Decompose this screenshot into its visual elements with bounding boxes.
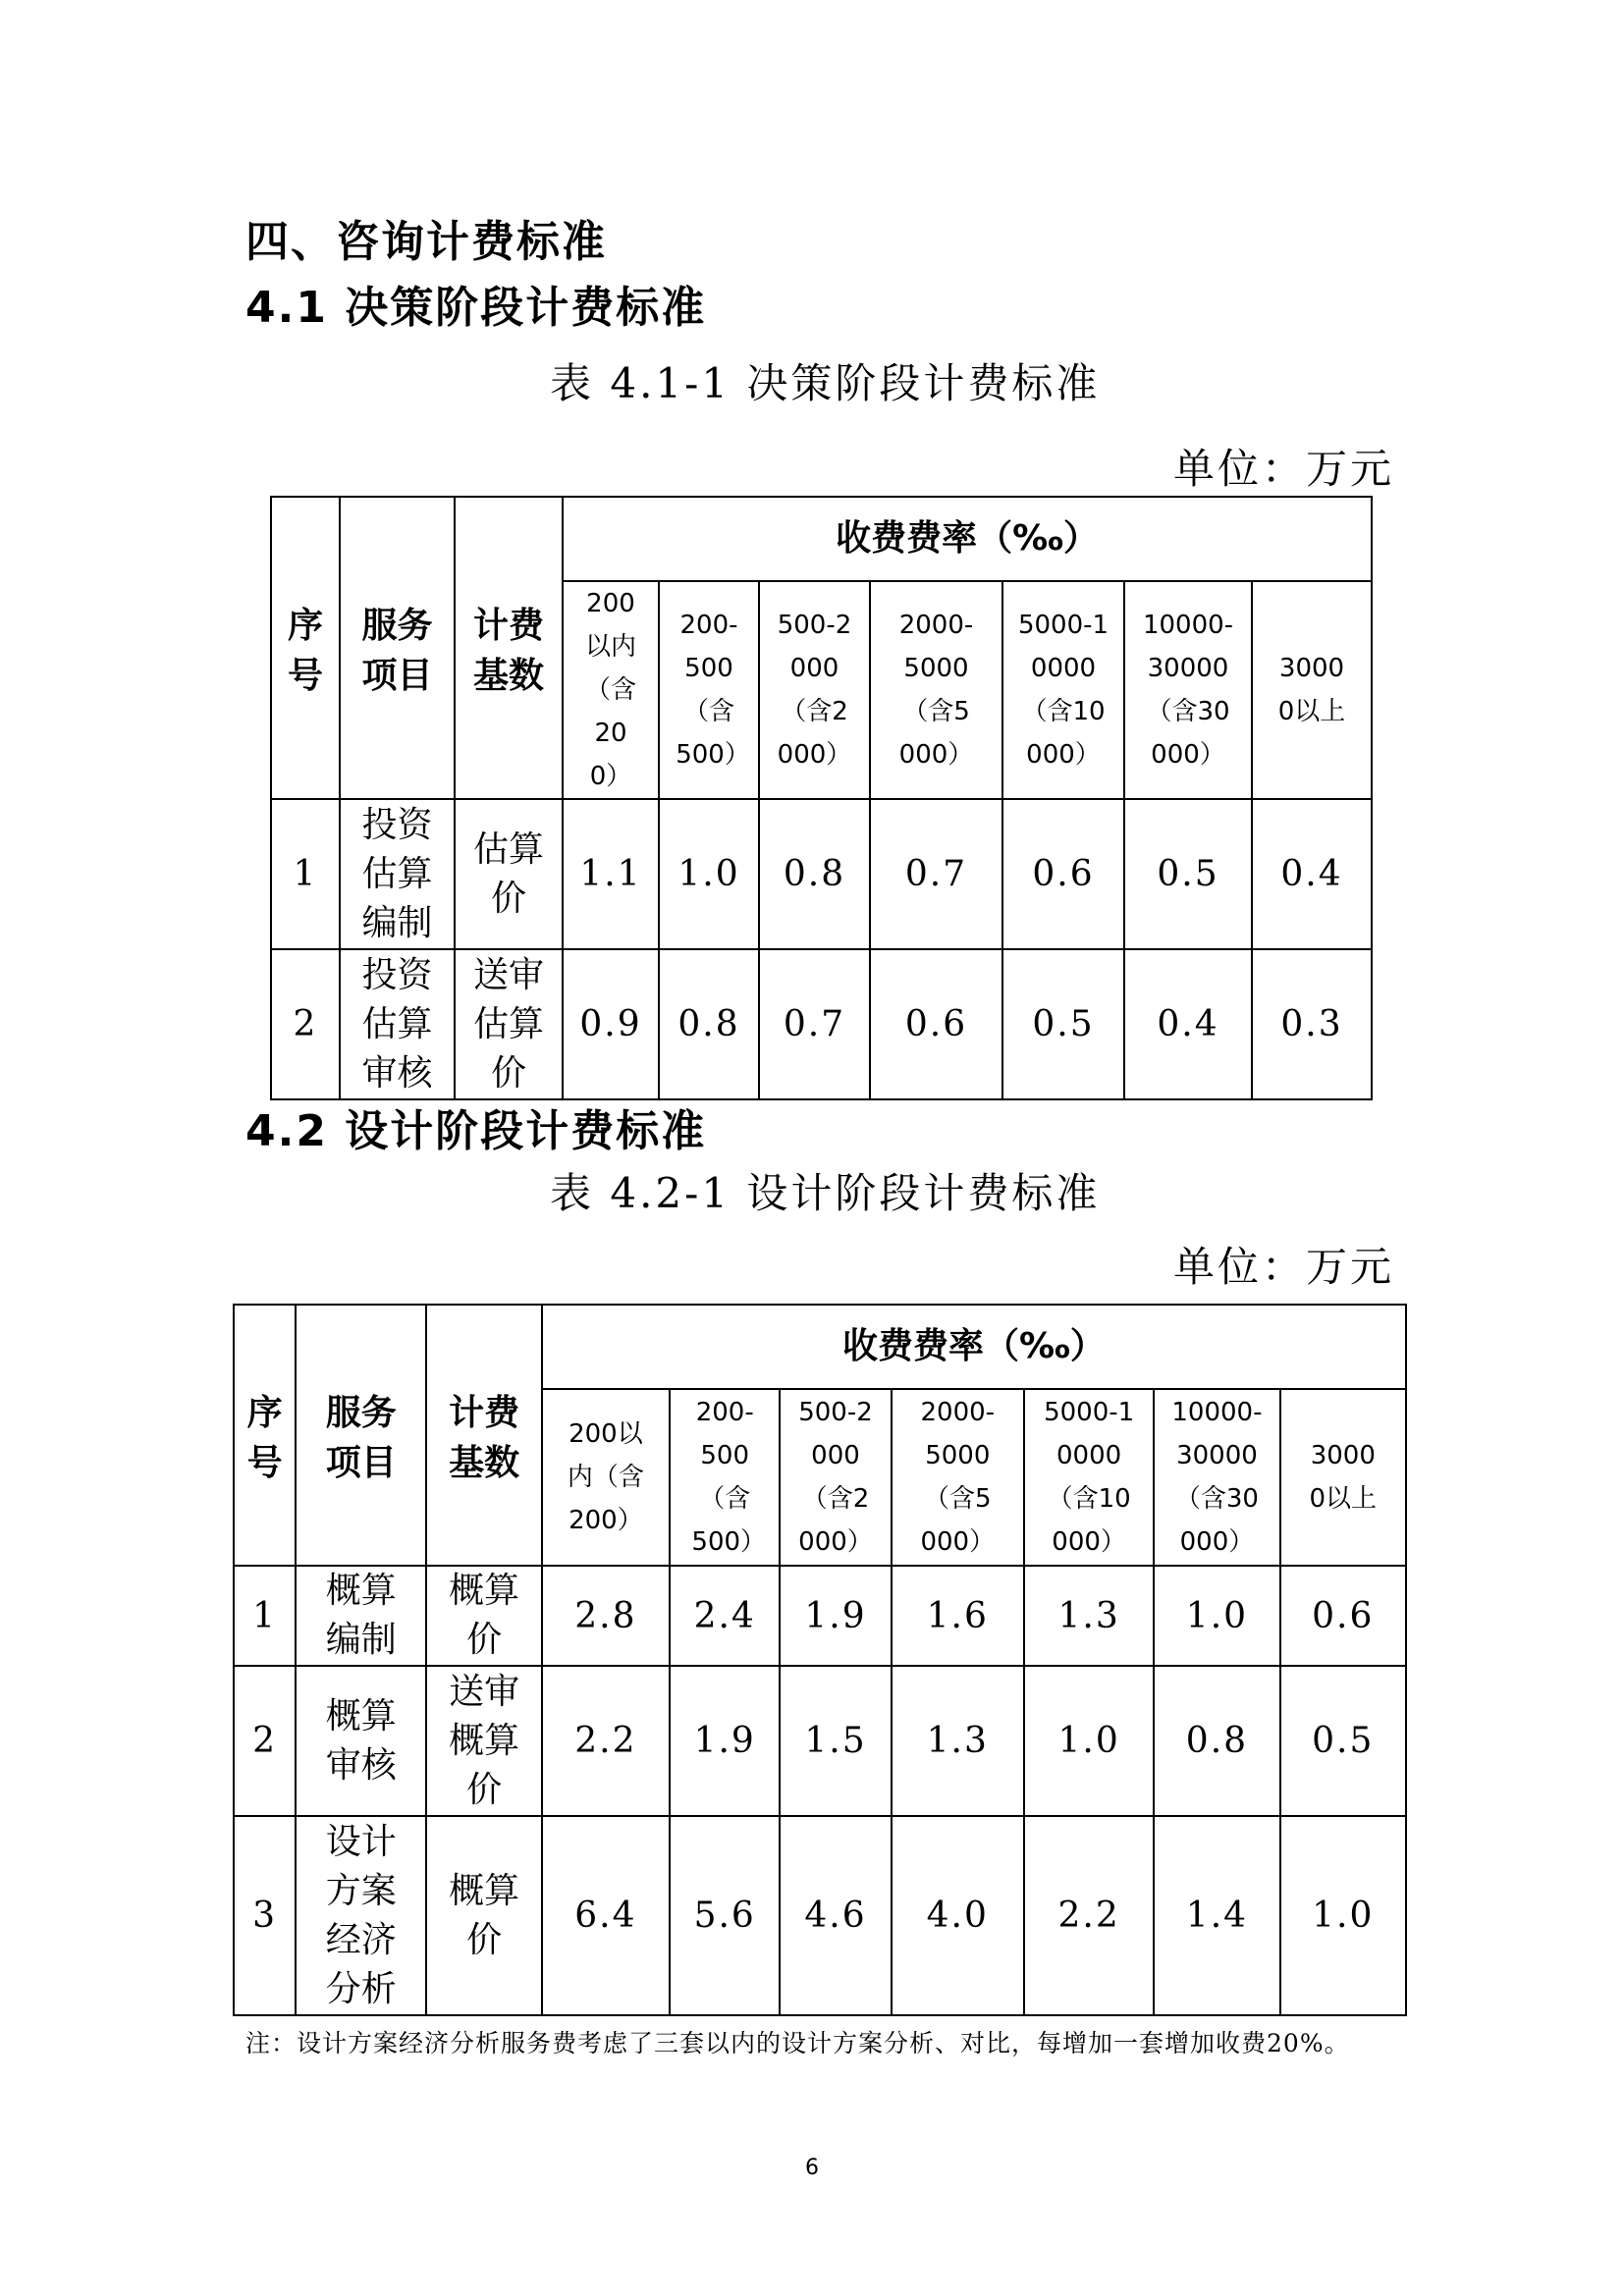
item-cell: 概算编制 [296, 1566, 426, 1666]
range-header: 10000-30000（含30000） [1124, 581, 1252, 799]
rate-cell: 1.3 [1024, 1566, 1154, 1666]
section-title: 四、咨询计费标准 [245, 217, 607, 267]
rate-cell: 1.9 [780, 1566, 891, 1666]
rate-cell: 4.6 [780, 1816, 891, 2015]
table-row [234, 1816, 1406, 2015]
fee-table-4-2-1 [233, 1304, 1407, 2016]
range-header: 10000-30000（含30000） [1154, 1389, 1279, 1566]
range-header: 2000-5000（含5000） [870, 581, 1002, 799]
item-cell: 投资估算编制 [340, 799, 455, 949]
fee-table-4-1-1 [270, 496, 1373, 1100]
rate-cell: 0.6 [1002, 799, 1124, 949]
rate-cell: 1.6 [892, 1566, 1024, 1666]
rate-cell: 0.6 [870, 949, 1002, 1099]
item-cell: 概算审核 [296, 1666, 426, 1816]
seq-cell: 3 [234, 1816, 296, 2015]
rate-cell: 0.3 [1252, 949, 1372, 1099]
rate-cell: 4.0 [892, 1816, 1024, 2015]
rate-cell: 0.8 [759, 799, 870, 949]
rate-cell: 2.4 [670, 1566, 780, 1666]
rate-cell: 2.2 [1024, 1816, 1154, 2015]
base-cell: 送审估算价 [455, 949, 563, 1099]
table-row [271, 949, 1372, 1099]
rate-header: 收费费率（‰） [563, 497, 1372, 581]
table-row [234, 1566, 1406, 1666]
rate-cell: 0.4 [1252, 799, 1372, 949]
base-cell: 估算价 [455, 799, 563, 949]
rate-cell: 0.6 [1280, 1566, 1406, 1666]
range-header: 500-2000（含2000） [780, 1389, 891, 1566]
col-item-header: 服务项目 [296, 1305, 426, 1566]
rate-cell: 0.5 [1002, 949, 1124, 1099]
rate-cell: 1.9 [670, 1666, 780, 1816]
rate-cell: 0.9 [563, 949, 659, 1099]
item-cell: 设计方案经济分析 [296, 1816, 426, 2015]
seq-cell: 2 [234, 1666, 296, 1816]
rate-cell: 1.5 [780, 1666, 891, 1816]
rate-cell: 0.8 [1154, 1666, 1279, 1816]
base-cell: 送审概算价 [426, 1666, 541, 1816]
section-4-2-heading: 4.2 设计阶段计费标准 [245, 1106, 707, 1156]
rate-cell: 0.5 [1280, 1666, 1406, 1816]
rate-cell: 1.1 [563, 799, 659, 949]
rate-cell: 5.6 [670, 1816, 780, 2015]
base-cell: 概算价 [426, 1566, 541, 1666]
range-header: 200以内（含200） [542, 1389, 670, 1566]
table-4-2-1-caption: 表 4.2-1 设计阶段计费标准 [550, 1169, 1101, 1217]
section-4-1-heading: 4.1 决策阶段计费标准 [245, 283, 707, 333]
rate-cell: 0.5 [1124, 799, 1252, 949]
table-footnote: 注：设计方案经济分析服务费考虑了三套以内的设计方案分析、对比，每增加一套增加收费20%。 [245, 2029, 1350, 2057]
table-4-1-1-unit: 单位：万元 [1173, 445, 1395, 493]
rate-header: 收费费率（‰） [542, 1305, 1406, 1389]
rate-cell: 1.0 [1280, 1816, 1406, 2015]
range-header: 30000以上 [1252, 581, 1372, 799]
range-header: 500-2000（含2000） [759, 581, 870, 799]
col-seq-header: 序号 [271, 497, 340, 799]
range-header: 5000-10000（含10000） [1002, 581, 1124, 799]
rate-cell: 6.4 [542, 1816, 670, 2015]
rate-cell: 0.7 [759, 949, 870, 1099]
col-seq-header: 序号 [234, 1305, 296, 1566]
table-4-2-1-unit: 单位：万元 [1173, 1243, 1395, 1291]
col-item-header: 服务项目 [340, 497, 455, 799]
col-base-header: 计费基数 [455, 497, 563, 799]
range-header: 200-500（含500） [670, 1389, 780, 1566]
table-row [271, 799, 1372, 949]
table-row [234, 1666, 1406, 1816]
rate-cell: 1.3 [892, 1666, 1024, 1816]
seq-cell: 1 [234, 1566, 296, 1666]
range-header: 200以内（含200） [563, 581, 659, 799]
range-header: 5000-10000（含10000） [1024, 1389, 1154, 1566]
rate-cell: 2.2 [542, 1666, 670, 1816]
rate-cell: 1.4 [1154, 1816, 1279, 2015]
rate-cell: 1.0 [1024, 1666, 1154, 1816]
rate-cell: 0.8 [659, 949, 759, 1099]
range-header: 30000以上 [1280, 1389, 1406, 1566]
base-cell: 概算价 [426, 1816, 541, 2015]
seq-cell: 1 [271, 799, 340, 949]
rate-cell: 0.4 [1124, 949, 1252, 1099]
col-base-header: 计费基数 [426, 1305, 541, 1566]
rate-cell: 0.7 [870, 799, 1002, 949]
range-header: 2000-5000（含5000） [892, 1389, 1024, 1566]
item-cell: 投资估算审核 [340, 949, 455, 1099]
rate-cell: 1.0 [659, 799, 759, 949]
rate-cell: 1.0 [1154, 1566, 1279, 1666]
table-4-1-1-caption: 表 4.1-1 决策阶段计费标准 [550, 359, 1101, 407]
page-number: 6 [805, 2156, 819, 2180]
seq-cell: 2 [271, 949, 340, 1099]
range-header: 200-500（含500） [659, 581, 759, 799]
rate-cell: 2.8 [542, 1566, 670, 1666]
